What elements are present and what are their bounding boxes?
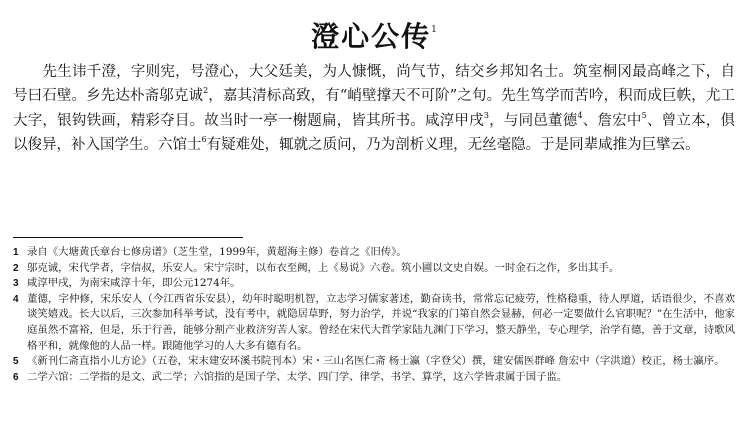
footnote-6 [13,370,735,386]
footnote-text: 邬克诚，宋代学者，字信叔，乐安人。宋宁宗时，以布衣至阙，上《易说》六卷。筑小圃以文史自娱。一时金石之作，多出其手。 [27,261,620,274]
body-text-1: 先生讳千澄，字则宪，号澄心，大父廷美，为人慷慨，尚气节，结交乡邦知名士。筑室桐冈最高峰之下，自号曰石壁。乡先达朴斋邬克诚 [13,64,736,105]
footnote-number: 6 [13,371,19,383]
footnote-separator [13,237,243,238]
page-title [0,12,748,55]
footnote-number: 3 [13,278,19,290]
footnote-2 [13,261,735,277]
title-footnote-marker[interactable]: 1 [431,25,437,35]
body-paragraph [13,60,735,157]
footnote-text: 董德，字仲修，宋乐安人（今江西省乐安县），幼年时聪明机智，立志学习儒家著述，勤奋读书，常常忘记疲劳，性格稳重，待人厚道，话语很少，不喜欢谈笑嬉戏。长大以后，三次参加科举考试，没有考中，就隐居草野，努力治学，并说“我家的门第自然会显赫，何必一定要做什么官职呢？”在生活中，他家庭虽然不富裕，但是，乐于行善，能够分割产业救济穷苦人家。曾经在宋代大哲学家陆九渊门下学习，整天静坐，专心理学，治学有德，善于文章，诗歌风格平和，就像他的人品一样。跟随他学习的人大多有德有名。 [27,292,735,352]
footnote-3 [13,276,735,292]
body-text-6: 有疑难处，辄就之质问，乃为剖析义理，无丝毫隐。于是同辈咸推为巨擘云。 [206,136,700,153]
footnote-number: 2 [13,262,19,274]
footnote-marker-4[interactable]: 4 [577,110,583,120]
footnotes [13,245,735,385]
footnote-number: 4 [13,293,19,305]
body-text-4: 、詹宏中 [582,112,642,129]
footnote-number: 1 [13,247,19,258]
footnote-number: 5 [13,356,19,368]
footnote-5 [13,354,735,370]
footnote-text: 《新刊仁斋直指小儿方论》（五卷，宋末建安环溪书院刊本）宋・三山名医仁斋 杨士瀛（字登父）撰，建安儒医群峰 詹宏中（字洪道）校正，杨士瀛序。 [27,355,725,368]
body-text-3: ，与同邑董德 [488,112,578,129]
footnote-marker-3[interactable]: 3 [483,110,489,120]
footnote-4 [13,292,735,354]
footnote-text: 录自《大塘黄氏章台七修房谱》（芝生堂，1999年，黄超海主修）卷首之《旧传》。 [27,246,407,258]
body-text-2: ，嘉其清标高致，有“峭壁撑天不可阶”之句。先生笃学而苦吟，积而成巨帙，尤工大字，银钩铁画，精彩夺目。故当时一亭一榭题扁，皆其所书。咸淳甲戌 [13,88,736,129]
title-text: 澄心公传 [311,20,432,53]
footnote-text: 咸淳甲戌，为南宋咸淳十年，即公元1274年。 [27,277,241,290]
footnote-marker-5[interactable]: 5 [641,110,647,120]
body-text-5: 、曾立本，俱以俊异，补入国学生。六馆士 [13,112,736,153]
footnote-marker-6[interactable]: 6 [201,134,207,144]
footnote-text: 二学六馆：二学指的是文、武二学；六馆指的是国子学、太学、四门学、律学、书学、算学，这六学皆隶属于国子监。 [27,370,568,383]
footnote-marker-2[interactable]: 2 [203,86,209,96]
footnote-1 [13,245,735,261]
